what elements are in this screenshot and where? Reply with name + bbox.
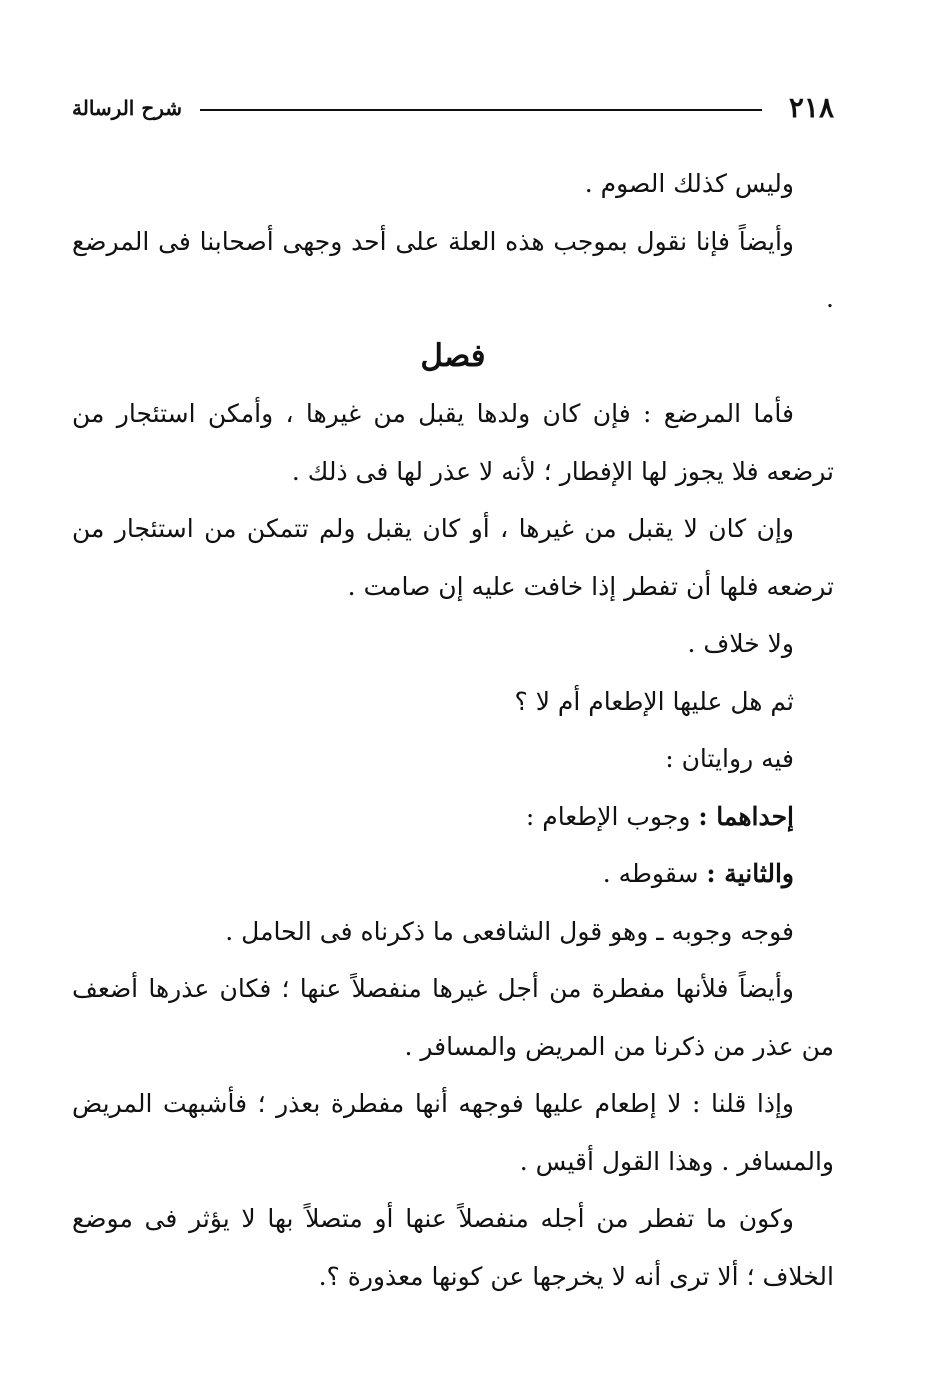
paragraph-10: فوجه وجوبه ـ وهو قول الشافعى ما ذكرناه فى الحامل .: [225, 916, 794, 946]
running-title: شرح الرسالة: [72, 96, 183, 120]
paragraph-12: وإذا قلنا : لا إطعام عليها فوجهه أنها مفطرة بعذر ؛ فأشبهت المريض والمسافر . وهذا القول أقيس .: [72, 1089, 834, 1176]
first-narration-text: وجوب الإطعام :: [525, 801, 699, 831]
first-narration-label: إحداهما :: [698, 801, 794, 831]
paragraph-9: [72, 845, 834, 903]
paragraph-4: وإن كان لا يقبل من غيرها ، أو كان يقبل ولم تتمكن من استئجار من ترضعه فلها أن تفطر إذا خافت عليه إن صامت .: [72, 514, 834, 601]
page-number: ٢١٨: [788, 91, 834, 124]
paragraph-8: [72, 788, 834, 846]
paragraph-2: وأيضاً فإنا نقول بموجب هذه العلة على أحد وجهى أصحابنا فى المرضع .: [72, 226, 834, 313]
paragraph-11: وأيضاً فلأنها مفطرة من أجل غيرها منفصلاً عنها ؛ فكان عذرها أضعف من عذر من ذكرنا من المريض والمسافر .: [72, 974, 834, 1061]
paragraph-7: فيه روايتان :: [665, 744, 794, 773]
header-rule: [200, 109, 762, 111]
paragraph-13: وكون ما تفطر من أجله منفصلاً عنها أو متصلاً بها لا يؤثر فى موضع الخلاف ؛ ألا ترى أنه لا يخرجها عن كونها معذورة ؟.: [72, 1204, 834, 1291]
body-text: [72, 155, 834, 1305]
paragraph-3: فأما المرضع : فإن كان ولدها يقبل من غيرها ، وأمكن استئجار من ترضعه فلا يجوز لها الإفطار ؛ لأنه لا عذر لها فى ذلك .: [72, 399, 834, 486]
section-heading: فصل: [420, 337, 486, 374]
page-header: [72, 88, 834, 128]
paragraph-1: وليس كذلك الصوم .: [584, 169, 794, 198]
second-narration-text: سقوطه .: [602, 859, 707, 888]
paragraph-6: ثم هل عليها الإطعام أم لا ؟: [514, 686, 794, 716]
paragraph-5: ولا خلاف .: [687, 629, 794, 658]
second-narration-label: والثانية :: [706, 859, 794, 888]
